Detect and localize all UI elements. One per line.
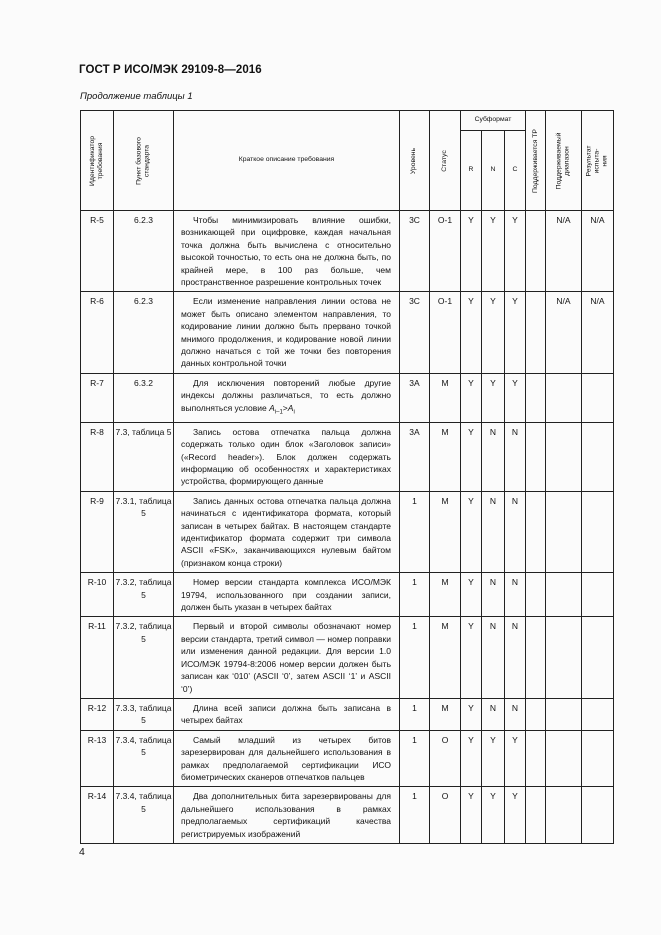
row-clause: 7.3.4, таблица 5 <box>114 787 174 844</box>
col-header-c: C <box>505 131 526 211</box>
row-r: Y <box>461 573 482 617</box>
col-header-subformat: Субформат <box>461 111 526 131</box>
row-desc: Первый и второй символы обозначают номер версии стандарта, третий символ — номер поправки или изменения данной редакции. Для версии 1.0 ИСО/МЭК 19794-8:2006 номер версии должен быть записан как ‘010’ (ASCII ‘0’, затем ASCII ‘1’ и ASCII ‘0’) <box>174 617 400 698</box>
row-status: M <box>430 491 461 572</box>
row-tp <box>526 698 546 730</box>
col-header-status: Статус <box>430 111 461 211</box>
row-status: M <box>430 617 461 698</box>
table-row <box>81 211 614 292</box>
row-n: N <box>482 422 505 491</box>
row-r: Y <box>461 617 482 698</box>
row-clause: 7.3.2, таблица 5 <box>114 573 174 617</box>
row-r: Y <box>461 787 482 844</box>
row-clause: 6.3.2 <box>114 373 174 422</box>
row-status: O-1 <box>430 211 461 292</box>
row-n: Y <box>482 787 505 844</box>
col-header-range: Поддерживаемый диапазон <box>546 111 582 211</box>
table-caption: Продолжение таблицы 1 <box>80 91 193 102</box>
col-header-desc: Краткое описание требования <box>174 111 400 211</box>
row-id: R-14 <box>81 787 114 844</box>
row-clause: 6.2.3 <box>114 211 174 292</box>
row-r: Y <box>461 292 482 373</box>
row-n: Y <box>482 730 505 787</box>
col-header-id: Идентификатор требования <box>81 111 114 211</box>
row-r: Y <box>461 730 482 787</box>
row-id: R-5 <box>81 211 114 292</box>
row-c: Y <box>505 373 526 422</box>
row-c: N <box>505 573 526 617</box>
row-n: Y <box>482 373 505 422</box>
row-tp <box>526 422 546 491</box>
row-desc: Запись остова отпечатка пальца должна содержать только один блок «Заголовок записи» («Record header»). Блок должен содержать информацию об особенностях и характеристиках устройства, формирующего данные <box>174 422 400 491</box>
requirements-table <box>80 110 614 844</box>
row-clause: 7.3.4, таблица 5 <box>114 730 174 787</box>
row-clause: 7.3, таблица 5 <box>114 422 174 491</box>
row-r: Y <box>461 698 482 730</box>
row-clause: 7.3.2, таблица 5 <box>114 617 174 698</box>
row-id: R-9 <box>81 491 114 572</box>
table-row <box>81 491 614 572</box>
row-desc: Номер версии стандарта комплекса ИСО/МЭК 19794, использованного при создании записи, должен быть указан в четырех байтах <box>174 573 400 617</box>
row-id: R-12 <box>81 698 114 730</box>
row-id: R-7 <box>81 373 114 422</box>
row-range <box>546 730 582 787</box>
row-range <box>546 422 582 491</box>
row-n: N <box>482 573 505 617</box>
row-level: 1 <box>400 573 430 617</box>
row-result <box>582 617 614 698</box>
row-level: 1 <box>400 730 430 787</box>
table-row <box>81 617 614 698</box>
row-desc: Для исключения повторений любые другие индексы должны различаться, то есть должно выполняться условие $A_{i-1}>A_i$ <box>174 373 400 422</box>
row-r: Y <box>461 422 482 491</box>
row-r: Y <box>461 373 482 422</box>
row-c: Y <box>505 211 526 292</box>
row-level: 1 <box>400 491 430 572</box>
table-row <box>81 373 614 422</box>
row-status: M <box>430 698 461 730</box>
table-row <box>81 787 614 844</box>
row-status: O <box>430 787 461 844</box>
row-desc: Запись данных остова отпечатка пальца должна начинаться с идентификатора формата, который записан в четырех байтах. В настоящем стандарте идентификатор формата содержит три символа ASCII «FSK», заканчивающихся нулевым байтом (признаком конца строки) <box>174 491 400 572</box>
row-status: M <box>430 573 461 617</box>
row-range <box>546 573 582 617</box>
row-desc: Если изменение направления линии остова не может быть описано элементом направления, то кодирование линии должно быть прервано точкой мнимого продолжения, и кодирование новой линии должно начаться с той же точки без повторения данных контрольной точки <box>174 292 400 373</box>
row-range <box>546 373 582 422</box>
row-status: M <box>430 422 461 491</box>
row-range <box>546 491 582 572</box>
row-range <box>546 698 582 730</box>
row-tp <box>526 787 546 844</box>
row-c: N <box>505 491 526 572</box>
row-result <box>582 422 614 491</box>
row-id: R-10 <box>81 573 114 617</box>
row-desc: Самый младший из четырех битов зарезервирован для дальнейшего использования в рамках предполагаемой сертификации ИСО биометрических сканеров отпечатков пальцев <box>174 730 400 787</box>
row-n: Y <box>482 292 505 373</box>
row-level: 1 <box>400 698 430 730</box>
row-range: N/A <box>546 292 582 373</box>
row-tp <box>526 573 546 617</box>
col-header-n: N <box>482 131 505 211</box>
row-id: R-6 <box>81 292 114 373</box>
table-row <box>81 422 614 491</box>
row-desc: Длина всей записи должна быть записана в четырех байтах <box>174 698 400 730</box>
row-r: Y <box>461 211 482 292</box>
row-level: 3A <box>400 373 430 422</box>
row-clause: 7.3.1, таблица 5 <box>114 491 174 572</box>
row-n: N <box>482 617 505 698</box>
row-c: N <box>505 698 526 730</box>
table-row <box>81 698 614 730</box>
table-row <box>81 573 614 617</box>
row-result <box>582 491 614 572</box>
row-tp <box>526 617 546 698</box>
row-status: O-1 <box>430 292 461 373</box>
row-desc: Два дополнительных бита зарезервированы для дальнейшего использования в рамках предполагаемых сертификаций качества регистрируемых изображений <box>174 787 400 844</box>
row-c: Y <box>505 787 526 844</box>
row-level: 3C <box>400 211 430 292</box>
row-result: N/A <box>582 211 614 292</box>
page-number: 4 <box>79 846 85 858</box>
row-tp <box>526 373 546 422</box>
table-row <box>81 292 614 373</box>
row-n: N <box>482 491 505 572</box>
row-result <box>582 573 614 617</box>
row-tp <box>526 491 546 572</box>
row-desc: Чтобы минимизировать влияние ошибки, возникающей при оцифровке, каждая начальная точка должна быть вычислена с относительно высокой точностью, то есть она не должна быть, по крайней мере, в 100 раз больше, чем пространственное разрешение контрольных точек <box>174 211 400 292</box>
row-result <box>582 373 614 422</box>
row-r: Y <box>461 491 482 572</box>
col-header-result: Результат испыта-ния <box>582 111 614 211</box>
row-n: Y <box>482 211 505 292</box>
row-tp <box>526 730 546 787</box>
row-range <box>546 617 582 698</box>
row-n: N <box>482 698 505 730</box>
row-tp <box>526 292 546 373</box>
row-c: N <box>505 422 526 491</box>
row-range <box>546 787 582 844</box>
table-row <box>81 730 614 787</box>
row-status: O <box>430 730 461 787</box>
row-result <box>582 698 614 730</box>
row-level: 1 <box>400 617 430 698</box>
row-id: R-13 <box>81 730 114 787</box>
col-header-level: Уровень <box>400 111 430 211</box>
col-header-clause: Пункт базового стандарта <box>114 111 174 211</box>
row-range: N/A <box>546 211 582 292</box>
row-c: Y <box>505 292 526 373</box>
row-tp <box>526 211 546 292</box>
document-header: ГОСТ Р ИСО/МЭК 29109-8—2016 <box>79 64 262 76</box>
row-result: N/A <box>582 292 614 373</box>
row-level: 3A <box>400 422 430 491</box>
row-level: 1 <box>400 787 430 844</box>
row-level: 3C <box>400 292 430 373</box>
row-status: M <box>430 373 461 422</box>
row-id: R-8 <box>81 422 114 491</box>
col-header-r: R <box>461 131 482 211</box>
col-header-tp: Поддерживается ТР <box>526 111 546 211</box>
row-result <box>582 730 614 787</box>
row-c: N <box>505 617 526 698</box>
row-clause: 7.3.3, таблица 5 <box>114 698 174 730</box>
row-result <box>582 787 614 844</box>
row-clause: 6.2.3 <box>114 292 174 373</box>
row-c: Y <box>505 730 526 787</box>
row-id: R-11 <box>81 617 114 698</box>
